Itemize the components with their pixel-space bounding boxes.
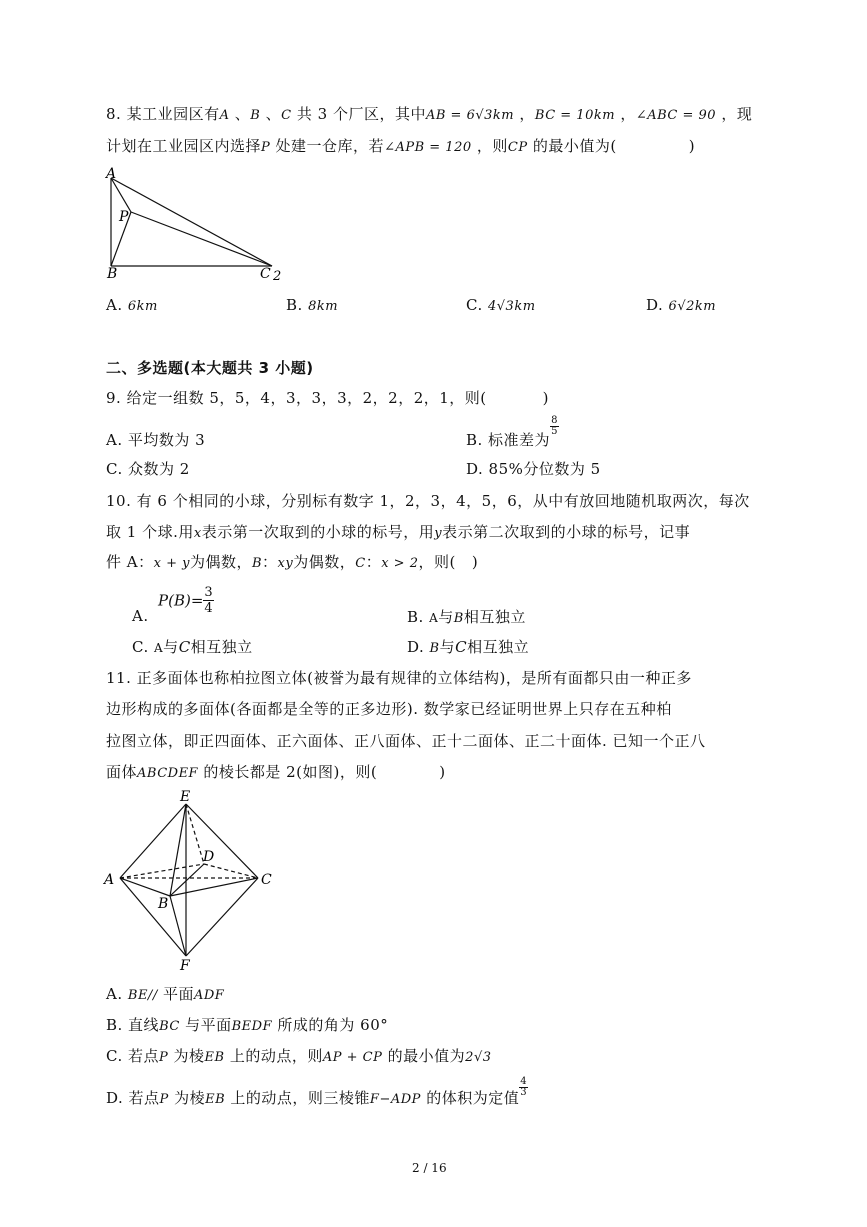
q9-option-b xyxy=(466,414,559,449)
text: 为偶数， xyxy=(293,553,356,571)
q10-line3 xyxy=(106,551,478,572)
text: D. 若点 xyxy=(106,1089,160,1107)
option-label: C. xyxy=(132,638,149,656)
text: 平面 xyxy=(162,985,194,1003)
text: ： xyxy=(365,553,382,571)
math-expr: F−ADP xyxy=(369,1092,421,1107)
denominator: 4 xyxy=(204,601,213,616)
math-expr: EB xyxy=(204,1050,225,1065)
text: ， xyxy=(620,105,636,123)
math-var: A xyxy=(429,611,439,625)
text: 的最小值为 xyxy=(387,1047,466,1065)
label-c: C xyxy=(260,266,271,282)
text: 与 xyxy=(163,638,179,656)
text: 与 xyxy=(438,608,454,626)
option-label: C. xyxy=(466,296,483,314)
math-expr: BE// xyxy=(127,988,158,1003)
fraction xyxy=(203,585,213,616)
text: 相互独立 xyxy=(190,638,253,656)
option-label: B. xyxy=(286,296,303,314)
q8-triangle-figure xyxy=(100,164,290,284)
text: ，则( xyxy=(418,553,456,571)
q8-option-d xyxy=(646,296,716,314)
math-var: y xyxy=(434,526,443,541)
label-a: A xyxy=(104,872,115,888)
math-expr: xy xyxy=(277,556,294,571)
text: 为偶数， xyxy=(189,553,252,571)
text: 上的动点，则 xyxy=(229,1047,323,1065)
label-c-sub: 2 xyxy=(273,269,282,284)
text: 、 xyxy=(234,105,251,123)
math-expr: EB xyxy=(205,1092,226,1107)
math-var: C xyxy=(355,556,366,571)
math-expr: ∠ABC = 90 xyxy=(635,108,717,123)
label-b: B xyxy=(107,266,118,282)
q11-octahedron-figure xyxy=(100,786,280,976)
q8-option-c xyxy=(466,296,536,314)
label-e: E xyxy=(180,789,191,805)
option-label: D. xyxy=(646,296,664,314)
option-value: 6√2km xyxy=(668,299,717,314)
q9-option-a: A. 平均数为 3 xyxy=(106,431,206,449)
text: 相互独立 xyxy=(463,608,526,626)
math-expr: AP + CP xyxy=(322,1050,383,1065)
text: B. 直线 xyxy=(106,1016,160,1034)
math-var: C xyxy=(178,638,191,656)
math-expr: AB = 6√3km xyxy=(425,108,515,123)
text: ，则 xyxy=(476,137,508,155)
q10-line1: 10. 有 6 个相同的小球，分别标有数字 1，2，3，4，5，6，从中有放回地随机取两次，每次 xyxy=(106,492,750,510)
denominator: 3 xyxy=(520,1086,528,1098)
fraction xyxy=(550,416,559,437)
math-var: P xyxy=(159,1092,169,1107)
q11-line1: 11. 正多面体也称柏拉图立体(被誉为最有规律的立体结构)，是所有面都只由一种正多 xyxy=(106,669,692,687)
text: 的体积为定值 xyxy=(426,1089,520,1107)
text: 的最小值为( xyxy=(532,137,617,155)
text: 相互独立 xyxy=(467,638,530,656)
edge-pc xyxy=(131,212,272,266)
text: 为棱 xyxy=(173,1047,205,1065)
text: 上的动点，则三棱锥 xyxy=(230,1089,370,1107)
math-expr: P(B)= xyxy=(158,591,204,610)
edge-cf xyxy=(186,878,258,956)
text: B. 标准差为 xyxy=(466,431,551,449)
math-expr: CP xyxy=(507,140,528,155)
math-var: B xyxy=(251,556,263,571)
option-label: A. xyxy=(132,607,149,625)
numerator: 8 xyxy=(551,414,558,426)
text: 表示第二次取到的小球的标号，记事 xyxy=(442,523,691,541)
text: ) xyxy=(542,389,549,407)
text: 的棱长都是 2(如图)，则( xyxy=(203,763,378,781)
math-var: P xyxy=(158,1050,169,1065)
math-var: A xyxy=(219,108,230,123)
label-d: D xyxy=(203,849,215,865)
text: ) xyxy=(471,553,479,571)
option-label: A. xyxy=(106,296,123,314)
text: ，现 xyxy=(721,105,753,123)
q9-option-d: D. 85%分位数为 5 xyxy=(466,460,601,478)
text: ， xyxy=(519,105,535,123)
math-expr: ABCDEF xyxy=(137,766,199,781)
fraction xyxy=(519,1077,528,1098)
numerator: 3 xyxy=(204,585,213,600)
q10-line2 xyxy=(106,521,690,542)
edge-bc xyxy=(170,878,258,896)
text: ) xyxy=(688,137,696,155)
math-expr: ADF xyxy=(194,988,225,1003)
text: 为棱 xyxy=(174,1089,206,1107)
q11-option-b xyxy=(106,1014,388,1035)
math-var: P xyxy=(261,140,271,155)
q8-option-b xyxy=(286,296,338,314)
label-a: A xyxy=(106,166,117,182)
page-number: 2 / 16 xyxy=(412,1161,447,1175)
text: 取 1 个球.用 xyxy=(106,523,194,541)
math-expr: x > 2 xyxy=(381,556,419,571)
math-expr: x + y xyxy=(153,556,190,571)
text: 处建一仓库，若 xyxy=(275,137,385,155)
math-expr: 2√3 xyxy=(465,1050,492,1065)
text: 件 A： xyxy=(106,553,154,571)
math-expr: BEDF xyxy=(231,1019,273,1034)
q11-option-a xyxy=(106,983,224,1004)
math-expr: BC xyxy=(159,1019,180,1034)
math-var: B xyxy=(453,611,464,626)
option-label: A. xyxy=(106,985,123,1003)
math-var: C xyxy=(281,108,292,123)
q8-line1 xyxy=(106,103,752,124)
q10-option-b xyxy=(407,606,526,627)
math-var: C xyxy=(455,638,468,656)
option-label: D. xyxy=(407,638,425,656)
label-b: B xyxy=(158,896,169,912)
math-var: B xyxy=(429,641,440,656)
label-f: F xyxy=(180,958,190,974)
math-expr: ∠APB = 120 xyxy=(384,140,472,155)
option-value: 4√3km xyxy=(488,299,536,314)
q11-line3: 拉图立体，即正四面体、正六面体、正八面体、正十二面体、正二十面体. 已知一个正八 xyxy=(106,732,706,750)
q8-line2 xyxy=(106,135,695,156)
q11-option-d xyxy=(106,1075,528,1110)
q11-option-c xyxy=(106,1045,492,1066)
text: 9. 给定一组数 5，5，4，3，3，3，2，2，2，1，则( xyxy=(106,389,487,407)
text: 8. 某工业园区有 xyxy=(106,105,220,123)
text: 与平面 xyxy=(185,1016,232,1034)
edge-ac xyxy=(111,178,272,266)
math-var: A xyxy=(154,641,164,655)
text: 表示第一次取到的小球的标号，用 xyxy=(201,523,435,541)
edge-ea xyxy=(120,804,186,878)
text: 面体 xyxy=(106,763,138,781)
q9-option-c: C. 众数为 2 xyxy=(106,460,190,478)
label-c: C xyxy=(261,872,272,888)
text: 所成的角为 60° xyxy=(277,1016,389,1034)
text: 计划在工业园区内选择 xyxy=(106,137,262,155)
option-value: 6km xyxy=(127,299,158,314)
q9-stem xyxy=(106,387,549,408)
text: ) xyxy=(439,763,446,781)
q10-option-a-expr xyxy=(158,585,214,616)
denominator: 5 xyxy=(551,425,558,437)
q11-line2: 边形构成的多面体(各面都是全等的正多边形). 数学家已经证明世界上只存在五种柏 xyxy=(106,700,672,718)
edge-eb xyxy=(170,804,186,896)
numerator: 4 xyxy=(520,1075,528,1087)
label-p: P xyxy=(119,209,129,225)
text: 与 xyxy=(439,638,456,656)
text: ： xyxy=(262,553,278,571)
q10-option-d xyxy=(407,636,529,657)
text: 、 xyxy=(265,105,282,123)
edge-dc-hidden xyxy=(204,864,258,878)
option-label: B. xyxy=(407,608,424,626)
math-expr: BC = 10km xyxy=(534,108,616,123)
q11-line4 xyxy=(106,761,446,782)
text: C. 若点 xyxy=(106,1047,159,1065)
section-title: 二、多选题(本大题共 3 小题) xyxy=(106,359,314,377)
math-var: x xyxy=(193,526,202,541)
q8-option-a xyxy=(106,296,158,314)
option-value: 8km xyxy=(308,299,339,314)
q10-option-c xyxy=(132,636,253,657)
text: 共 3 个厂区，其中 xyxy=(296,105,426,123)
math-var: B xyxy=(250,108,261,123)
q10-option-a xyxy=(132,607,149,625)
